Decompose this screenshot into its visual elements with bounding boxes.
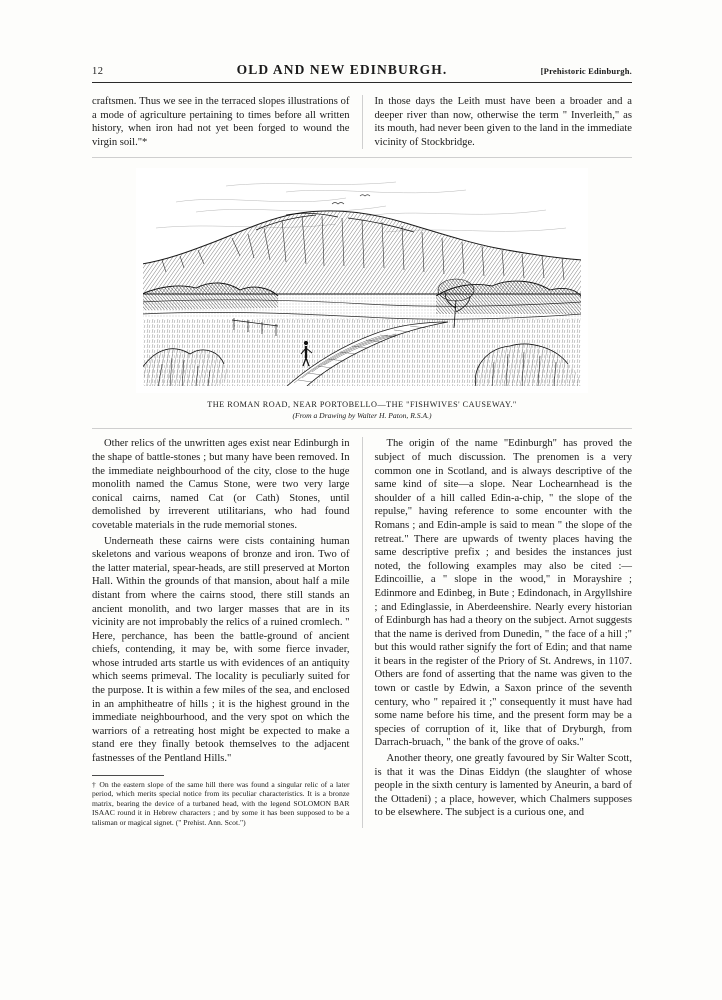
body-left-paragraph-1: Other relics of the unwritten ages exist near Edinburgh in the shape of battle-stones ; but many have been removed. In the immediate neighbourhood of the city, close to the huge monolith named the Camus Stone, were two very large conical cairns, named Cat (or Cath) Stones, until demolished by irreverent utilitarians, who had found covetable materials in the rude memorial stones. — [92, 438, 350, 531]
top-columns — [92, 95, 632, 149]
page-title: OLD AND NEW EDINBURGH. — [236, 62, 448, 77]
body-left-paragraph-2: Underneath these cairns were cists containing human skeletons and various weapons of bronze and iron. Two of the latter material, spear-heads, are still preserved at Morton Hall. Within the grounds of that mansion, about half a mile distant from where the cairns stood, there still stands an ancient monolith, and two larger masses that are in its vicinity are not improbably the relics of a ruined cromlech. " Here, perchance, has been the battle-ground of ancient chiefs, contending, it may be, with some fierce invader, whose intruded arts startle us with evidences of an antiquity which seems primeval. The locality is peculiarly suited for the purpose. It is within a few miles of the sea, and enclosed in an amphitheatre of hills ; it is the highest ground in the immediate neighbourhood, and the very spot on which the warriors of a retreating host might be expected to make a stand ere they finally betook themselves to the adjacent fastnesses of the Pentland Hills." — [92, 535, 350, 765]
top-left-paragraph: craftsmen. Thus we see in the terraced slopes illustrations of a mode of agriculture pertaining to times before all written history, when iron had not yet been forged to wound the virgin soil."* — [92, 96, 350, 148]
running-head — [92, 62, 632, 83]
top-right-paragraph: In those days the Leith must have been a broader and a deeper river than now, otherwise the term " Inverleith," as its mouth, had never been given to the land in the immediate vicinity of Stockbridge. — [374, 96, 632, 148]
top-column-right — [363, 95, 633, 149]
engraving-illustration — [136, 168, 588, 393]
footnote-text: † On the eastern slope of the same hill there was found a singular relic of a later period, which merits special notice from its peculiar characteristics. It is a bronze matrix, bearing the device of a turbaned head, with the legend SOLOMON BAR ISAAC round it in Hebrew characters ; and by some it has been supposed to be a talisman or magical signet. (" Prehist. Ann. Scot.") — [92, 779, 350, 827]
body-right-paragraph-2: Another theory, one greatly favoured by Sir Walter Scott, is that it was the Dinas Eiddyn (the slaughter of whose people in the sixth century is lamented by Aneurin, a bard of the Ottadeni) ; a place, however, which Chalmers supposes to be elsewhere. The subject is a curious one, and — [374, 753, 632, 819]
engraving-svg — [136, 168, 588, 393]
figure-credit: (From a Drawing by Walter H. Paton, R.S.A.) — [292, 411, 432, 421]
body-column-right — [363, 437, 633, 827]
top-divider-rule — [92, 157, 632, 158]
section-title: [Prehistoric Edinburgh. — [540, 66, 632, 76]
body-right-paragraph-1: The origin of the name "Edinburgh" has proved the subject of much discussion. The prenomen is a very common one in Scotland, and is always descriptive of the same kind of site—a slope. Near Lochearnhead is the shoulder of a hill called Edin-a-chip, " the slope of the repulse," having reference to some encounter with the Romans ; and Edin-ample is said to mean " the slope of the retreat." There are upwards of twenty places having the same descriptive prefix ; and besides the instances just noted, the following examples may also be cited :—Edincoillie, a " slope in the wood," in Morayshire ; Edinmore and Edinbeg, in Bute ; Edindonach, in Argyllshire ; and Edinglassie, in Aberdeenshire. Nearly every historian of Edinburgh has had a theory on the subject. Arnot suggests that the name is derived from Dunedin, " the face of a hill ;" but this would rather signify the fort of Edin; and that name it bears in the register of the Priory of St. Andrews, in 1107. Others are fond of asserting that the name was given to the town or castle by Edwin, a Saxon prince of the seventh century, who " repaired it ;" consequently it must have had some name before his time, and the present form may be a species of corruption of it, like that of Dryburgh, from Darrach-bruach, " the bank of the grove of oaks." — [374, 438, 632, 749]
body-column-left — [92, 437, 363, 827]
figure-block — [92, 168, 632, 420]
body-columns — [92, 437, 632, 827]
top-column-left — [92, 95, 363, 149]
figure-caption: THE ROMAN ROAD, NEAR PORTOBELLO—THE "FISHWIVES' CAUSEWAY." — [207, 400, 517, 410]
footnote-rule — [92, 775, 164, 776]
page-folio: 12 — [92, 66, 104, 77]
page-content — [92, 62, 632, 828]
figure-divider-rule — [92, 428, 632, 429]
